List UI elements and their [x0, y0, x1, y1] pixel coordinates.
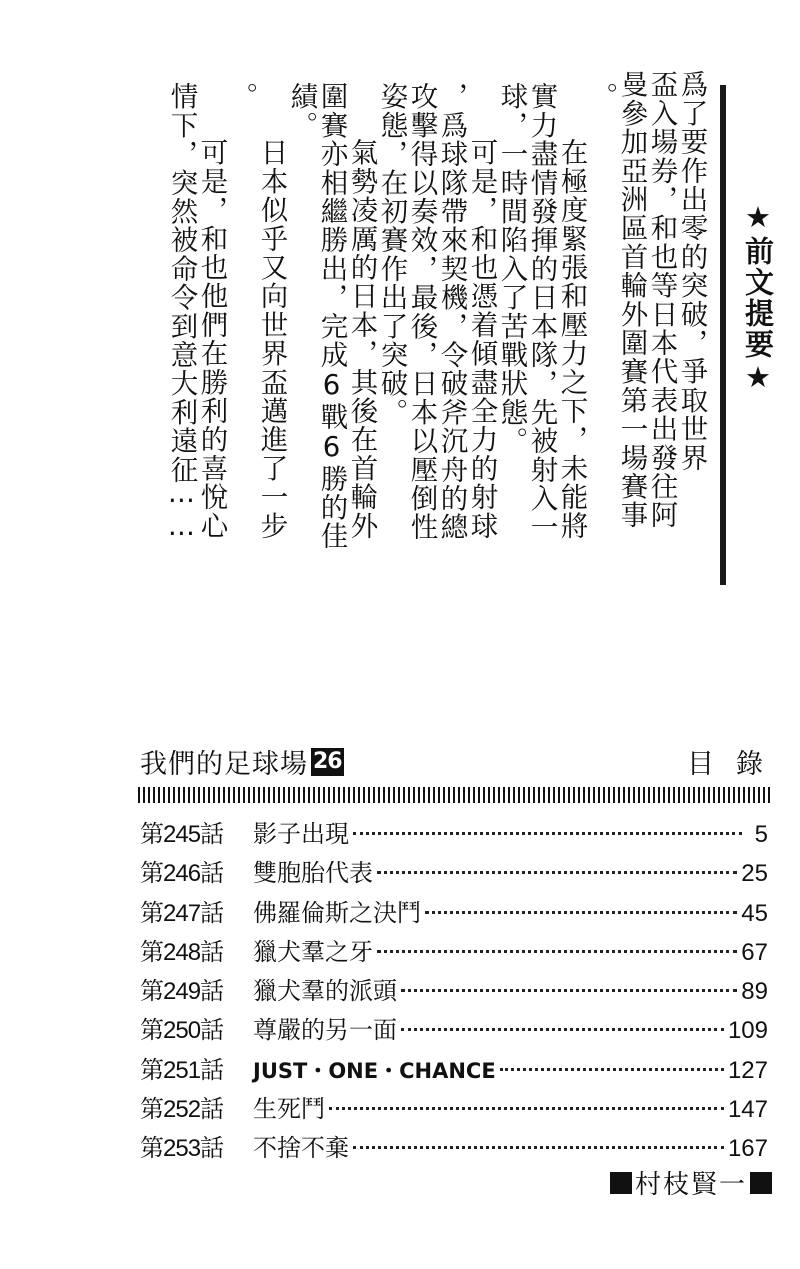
summary-column: 。 — [585, 82, 618, 111]
toc-row — [140, 1128, 768, 1167]
dot-leader — [329, 1107, 724, 1110]
chapter-number: 第248話 — [140, 938, 224, 966]
dot-leader — [425, 911, 737, 914]
chapter-page: 5 — [754, 821, 768, 848]
summary-column: 球，一時間陷入了苦戰狀態。 — [495, 82, 528, 456]
contents-heading: 目錄 — [687, 749, 785, 780]
chapter-page: 67 — [741, 938, 768, 966]
summary-column: 。 — [225, 82, 258, 111]
chapter-number: 第249話 — [140, 978, 224, 1006]
summary-column: 可是，和也憑着傾盡全力的射球 — [465, 138, 498, 540]
chapter-number: 第247話 — [140, 899, 224, 927]
chapter-title: 生死鬥 — [253, 1096, 325, 1124]
dot-leader — [377, 871, 737, 874]
summary-column: 爲了要作出零的突破，爭取世界 — [675, 70, 708, 472]
summary-column: 圍賽亦相繼勝出，完成6戰6勝的佳 — [315, 82, 348, 551]
summary-column: 績。 — [285, 82, 318, 140]
chapter-number: 第245話 — [140, 821, 224, 848]
summary-divider — [720, 85, 726, 585]
chapter-page: 89 — [741, 978, 768, 1006]
toc-row — [140, 932, 768, 971]
toc-row — [140, 853, 768, 892]
chapter-page: 127 — [727, 1056, 768, 1084]
author-name: 村枝賢一 — [635, 1170, 748, 1200]
toc-row — [140, 1010, 768, 1049]
chapter-title: 獵犬羣的派頭 — [253, 978, 397, 1006]
series-title — [140, 742, 344, 781]
summary-title: ★前文提要★ — [741, 200, 775, 396]
chapter-title: 不捨不棄 — [253, 1135, 349, 1163]
summary-column: 姿態，在初賽作出了突破。 — [375, 82, 408, 427]
author-credit — [610, 1164, 772, 1201]
chapter-title: 獵犬羣之牙 — [253, 938, 373, 966]
summary-column: 曼參加亞洲區首輪外圍賽第一場賽事 — [615, 70, 648, 530]
summary-column: 氣勢凌厲的日本，其後在首輪外 — [345, 138, 378, 540]
chapter-number: 第253話 — [140, 1135, 224, 1163]
dot-leader — [353, 1146, 724, 1149]
chapter-page: 167 — [727, 1135, 768, 1163]
comb-divider — [138, 787, 773, 803]
chapter-page: 25 — [741, 860, 768, 888]
summary-column: 日本似乎又向世界盃邁進了一步 — [255, 138, 288, 540]
chapter-title: 佛羅倫斯之決鬥 — [253, 899, 421, 927]
toc-row — [140, 814, 768, 853]
chapter-number: 第246話 — [140, 860, 224, 888]
summary-column: ，爲球隊帶來契機，令破斧沉舟的總 — [435, 82, 468, 542]
dot-leader — [401, 1028, 724, 1031]
dot-leader — [377, 950, 737, 953]
dot-leader — [401, 989, 737, 992]
chapter-number: 第250話 — [140, 1017, 224, 1045]
square-mark-left — [610, 1172, 632, 1194]
toc-row — [140, 971, 768, 1010]
dot-leader — [500, 1068, 724, 1071]
summary-column: 實力盡情發揮的日本隊，先被射入一 — [525, 82, 558, 542]
chapter-title: JUST・ONE・CHANCE — [253, 1058, 496, 1083]
summary-column: 盃入場券，和也等日本代表出發往阿 — [645, 70, 678, 530]
chapter-number: 第251話 — [140, 1056, 224, 1084]
table-of-contents — [140, 814, 768, 1168]
dot-leader — [353, 832, 742, 835]
chapter-number: 第252話 — [140, 1096, 224, 1124]
summary-column: 情下，突然被命令到意大利遠征⋯⋯ — [165, 82, 198, 551]
chapter-title: 尊嚴的另一面 — [253, 1017, 397, 1045]
toc-row — [140, 893, 768, 932]
chapter-page: 45 — [741, 899, 768, 927]
chapter-title: 影子出現 — [253, 821, 349, 848]
summary-column: 可是，和也他們在勝利的喜悅心 — [195, 138, 228, 540]
square-mark-right — [750, 1172, 772, 1194]
summary-section — [165, 70, 725, 551]
chapter-title: 雙胞胎代表 — [253, 860, 373, 888]
chapter-page: 109 — [727, 1017, 768, 1045]
toc-row — [140, 1050, 768, 1089]
toc-row — [140, 1089, 768, 1128]
summary-column: 在極度緊張和壓力之下，未能將 — [555, 138, 588, 540]
chapter-page: 147 — [727, 1096, 768, 1124]
series-name: 我們的足球場 — [140, 749, 308, 780]
summary-column: 攻擊得以奏效，最後，日本以壓倒性 — [405, 82, 438, 542]
volume-badge: 26 — [313, 748, 342, 774]
